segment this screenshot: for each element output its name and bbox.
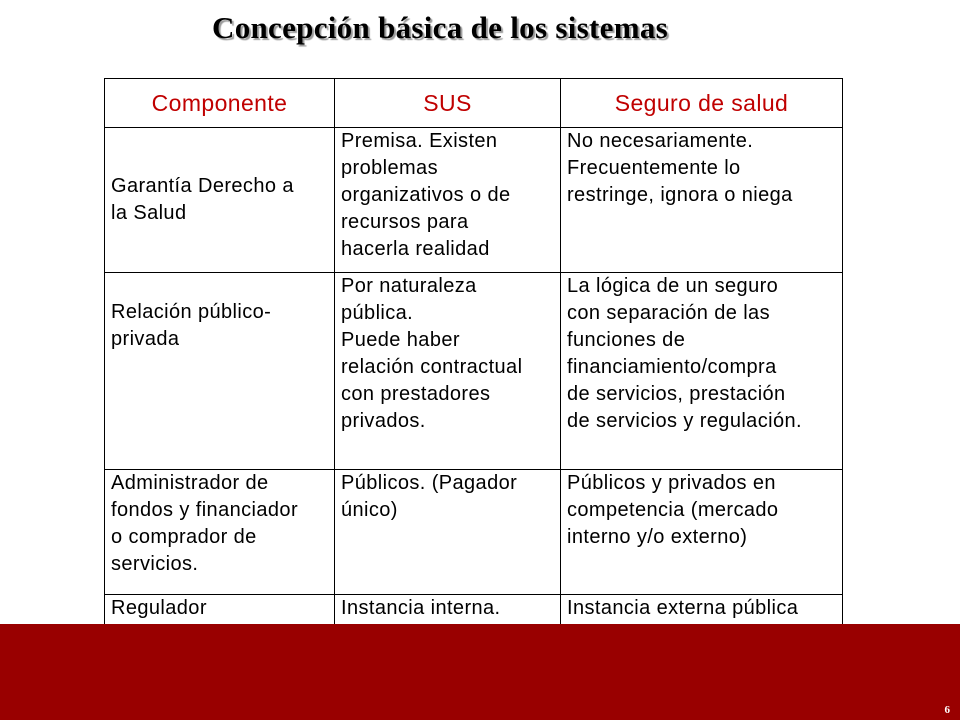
cell-seguro [561,273,843,470]
table-row [105,273,843,470]
cell-componente [105,128,335,273]
table-row [105,470,843,595]
cell-sus [335,470,561,595]
cell-text: Premisa. Existen problemas organizativos o de recursos para hacerla realidad [341,130,511,260]
cell-text: Administrador de fondos y financiador o comprador de servicios. [111,472,299,575]
cell-componente [105,273,335,470]
table-row [105,595,843,626]
cell-text: Instancia externa pública [567,597,799,619]
cell-sus [335,273,561,470]
table-header-row [105,79,843,128]
comparison-table [104,78,843,626]
cell-text: No necesariamente. Frecuentemente lo restringe, ignora o niega [567,130,793,206]
cell-text: Regulador [111,597,207,619]
cell-componente [105,470,335,595]
cell-text: Públicos. (Pagador único) [341,472,518,521]
table-row [105,128,843,273]
cell-seguro [561,128,843,273]
cell-sus [335,128,561,273]
cell-seguro [561,470,843,595]
cell-text: Garantía Derecho a la Salud [111,175,294,224]
cell-text: La lógica de un seguro con separación de las funciones de financiamiento/compra de servicios, prestación de servicios y regulación. [567,275,802,432]
comparison-table-container [104,78,843,626]
cell-seguro [561,595,843,626]
cell-text: Públicos y privados en competencia (mercado interno y/o externo) [567,472,779,548]
cell-text: Relación público- privada [111,301,272,350]
header-seguro-de-salud: Seguro de salud [561,79,843,128]
footer-bar [0,624,960,720]
header-componente: Componente [105,79,335,128]
slide-title: Concepción básica de los sistemas [212,10,668,45]
page-number: 6 [944,704,950,716]
header-sus: SUS [335,79,561,128]
cell-text: Por naturaleza pública. Puede haber relación contractual con prestadores privados. [341,275,523,432]
cell-sus [335,595,561,626]
cell-componente [105,595,335,626]
cell-text: Instancia interna. [341,597,501,619]
